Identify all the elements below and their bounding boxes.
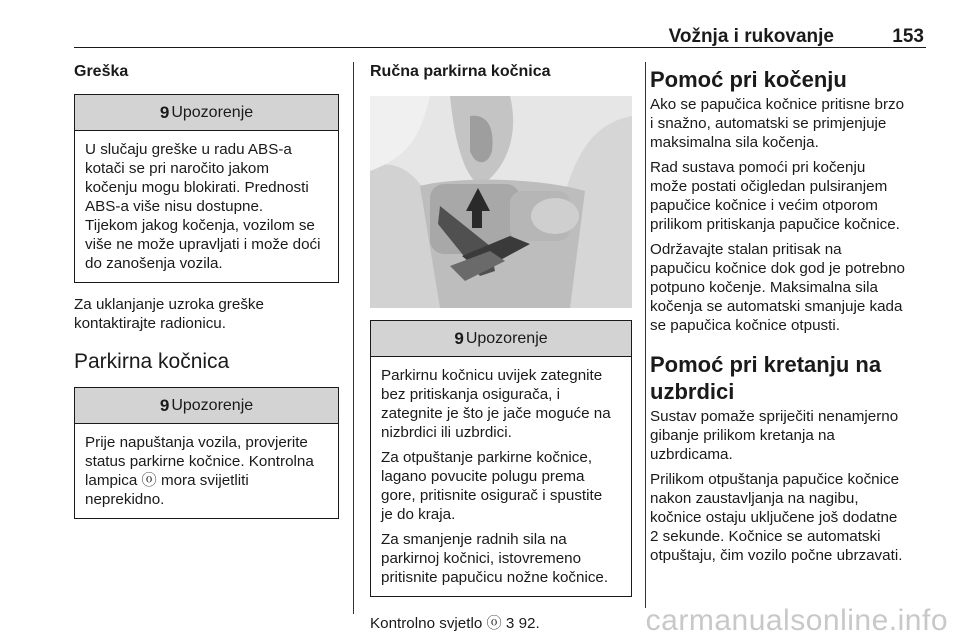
column-right — [650, 62, 928, 565]
warning-text: Prije napuštanja vozila, provjerite status parkirne kočnice. Kontrolna lampica ⓞ mora svijetliti neprekidno. — [85, 434, 314, 508]
warning-icon: 9 — [159, 395, 170, 415]
warning-box-parking — [74, 387, 339, 519]
paragraph: Rad sustava pomoći pri kočenju može postati očigledan pulsiranjem papučice kočnice i većim otporom prilikom pritiskanja papučice kočnice. — [650, 159, 900, 233]
warning-label: Upozorenje — [171, 103, 254, 121]
section-title: Vožnja i rukovanje — [668, 26, 834, 47]
warning-box-handbrake — [370, 320, 632, 597]
heading-rucna-kocnica: Ručna parkirna kočnica — [370, 63, 551, 80]
watermark: carmanualsonline.info — [645, 604, 948, 637]
handbrake-illustration — [370, 96, 632, 308]
control-light-reference: Kontrolno svjetlo ⓞ 3 92. — [370, 615, 540, 632]
warning-text: Za otpuštanje parkirne kočnice, lagano povucite polugu prema gore, pritisnite osigurač i spustite je do kraja. — [381, 449, 603, 523]
warning-icon: 9 — [159, 102, 170, 122]
column-divider — [353, 62, 354, 614]
column-divider — [645, 62, 646, 608]
warning-label: Upozorenje — [465, 329, 548, 347]
column-left — [74, 62, 339, 519]
warning-body — [75, 131, 338, 282]
column-middle — [370, 62, 632, 633]
warning-box-abs — [74, 94, 339, 283]
heading-pomoc-pri-kretanju: Pomoć pri kretanju na uzbrdici — [650, 352, 882, 404]
paragraph: Prilikom otpuštanja papučice kočnice nakon zaustavljanja na nagibu, kočnice ostaju uključene još dodatne 2 sekunde. Kočnice se automatski otpuštaju, čim vozilo počne ubrzavati. — [650, 471, 903, 564]
warning-header — [75, 95, 338, 131]
warning-body — [371, 357, 631, 596]
page-header — [74, 20, 926, 48]
warning-header — [371, 321, 631, 357]
paragraph-contact-workshop: Za uklanjanje uzroka greške kontaktirajte radionicu. — [74, 296, 264, 332]
warning-text: Za smanjenje radnih sila na parkirnoj kočnici, istovremeno pritisnite papučicu nožne kočnice. — [381, 531, 609, 586]
warning-text: U slučaju greške u radu ABS-a kotači se pri naročito jakom kočenju mogu blokirati. Prednosti ABS-a više nisu dostupne. Tijekom jakog kočenja, vozilom se više ne može upravljati i može doći do zanošenja vozila. — [85, 141, 321, 272]
warning-label: Upozorenje — [171, 396, 254, 414]
paragraph: Održavajte stalan pritisak na papučicu kočnice dok god je potrebno potpuno kočenje. Maksimalna sila kočenja se automatski smanjuje kada se papučica kočnice otpusti. — [650, 241, 905, 334]
handbrake-image — [370, 96, 632, 308]
paragraph: Ako se papučica kočnice pritisne brzo i snažno, automatski se primjenjuje maksimalna sila kočenja. — [650, 96, 905, 151]
heading-greska: Greška — [74, 63, 129, 80]
heading-pomoc-pri-kocenju: Pomoć pri kočenju — [650, 67, 847, 92]
warning-body — [75, 424, 338, 518]
header-rule — [74, 47, 926, 48]
heading-parkirna-kocnica: Parkirna kočnica — [74, 350, 230, 373]
page-number: 153 — [892, 26, 924, 47]
warning-icon: 9 — [454, 328, 464, 348]
warning-header — [75, 388, 338, 424]
warning-text: Parkirnu kočnicu uvijek zategnite bez pritiskanja osigurača, i zategnite je što je jače moguće na nizbrdici ili uzbrdici. — [381, 367, 611, 441]
paragraph: Sustav pomaže spriječiti nenamjerno gibanje prilikom kretanja na uzbrdicama. — [650, 408, 899, 463]
